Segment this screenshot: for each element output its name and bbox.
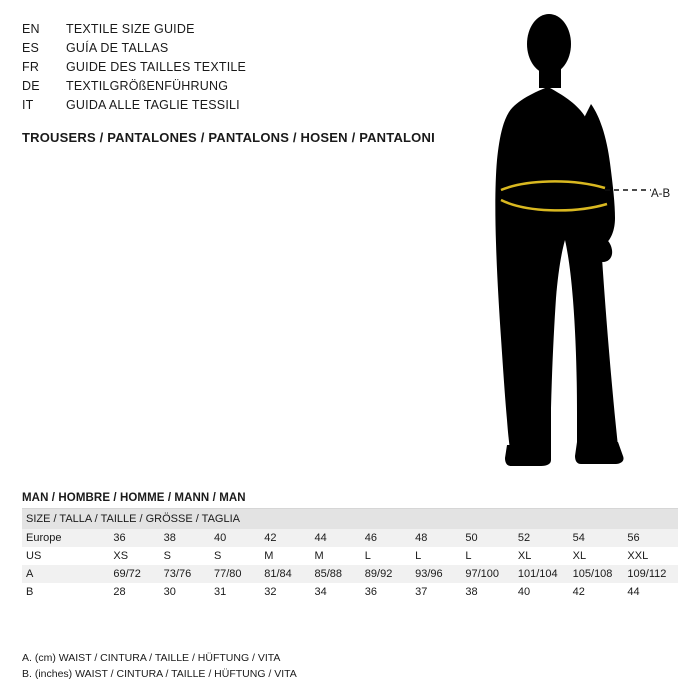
table-header-row (22, 509, 678, 529)
cell: XL (569, 547, 624, 565)
language-text-fr: GUIDE DES TAILLES TEXTILE (66, 60, 247, 74)
cell: 40 (210, 529, 260, 547)
table-header-label: SIZE / TALLA / TAILLE / GRÖSSE / TAGLIA (22, 509, 678, 529)
cell: 28 (109, 583, 159, 601)
figure-illustration (455, 8, 685, 473)
language-text-es: GUÍA DE TALLAS (66, 41, 169, 55)
cell: 31 (210, 583, 260, 601)
language-code-it: IT (22, 98, 34, 112)
table-row (22, 565, 678, 583)
man-silhouette-icon (455, 8, 685, 473)
cell: 37 (411, 583, 461, 601)
measure-label-ab: A-B (651, 188, 671, 200)
cell: 44 (311, 529, 361, 547)
table-row (22, 583, 678, 601)
language-code-en: EN (22, 22, 40, 36)
cell: 69/72 (109, 565, 159, 583)
cell: 50 (461, 529, 514, 547)
cell: 48 (411, 529, 461, 547)
cell: 52 (514, 529, 569, 547)
footnote-a: A. (cm) WAIST / CINTURA / TAILLE / HÜFTUNG / VITA (22, 652, 281, 664)
table-group-title: MAN / HOMBRE / HOMME / MANN / MAN (22, 492, 678, 509)
cell: L (461, 547, 514, 565)
language-header-block (22, 22, 462, 117)
language-code-fr: FR (22, 60, 40, 74)
cell: XS (109, 547, 159, 565)
cell: M (260, 547, 310, 565)
footnote-b: B. (inches) WAIST / CINTURA / TAILLE / HÜFTUNG / VITA (22, 668, 297, 680)
cell: 40 (514, 583, 569, 601)
language-row-es (22, 41, 462, 60)
cell: 46 (361, 529, 411, 547)
cell: S (210, 547, 260, 565)
cell: 89/92 (361, 565, 411, 583)
cell: XXL (623, 547, 678, 565)
size-table (22, 509, 678, 601)
cell: 42 (260, 529, 310, 547)
cell: 105/108 (569, 565, 624, 583)
language-row-fr (22, 60, 462, 79)
cell: 56 (623, 529, 678, 547)
cell: 109/112 (623, 565, 678, 583)
row-label-a: A (22, 565, 109, 583)
row-label-b: B (22, 583, 109, 601)
language-row-en (22, 22, 462, 41)
cell: 97/100 (461, 565, 514, 583)
cell: 93/96 (411, 565, 461, 583)
garment-section-title: TROUSERS / PANTALONES / PANTALONS / HOSEN / PANTALONI (22, 130, 435, 145)
size-table-section (22, 492, 678, 601)
cell: 73/76 (160, 565, 210, 583)
cell: L (411, 547, 461, 565)
cell: 36 (109, 529, 159, 547)
language-code-es: ES (22, 41, 40, 55)
language-code-de: DE (22, 79, 40, 93)
row-label-europe: Europe (22, 529, 109, 547)
footnotes (22, 650, 297, 682)
language-row-it (22, 98, 462, 117)
language-row-de (22, 79, 462, 98)
cell: XL (514, 547, 569, 565)
cell: 81/84 (260, 565, 310, 583)
cell: S (160, 547, 210, 565)
cell: 77/80 (210, 565, 260, 583)
cell: 42 (569, 583, 624, 601)
cell: 44 (623, 583, 678, 601)
language-text-en: TEXTILE SIZE GUIDE (66, 22, 195, 36)
cell: M (311, 547, 361, 565)
row-label-us: US (22, 547, 109, 565)
cell: 54 (569, 529, 624, 547)
cell: 30 (160, 583, 210, 601)
table-row (22, 547, 678, 565)
cell: 34 (311, 583, 361, 601)
language-text-it: GUIDA ALLE TAGLIE TESSILI (66, 98, 240, 112)
cell: 85/88 (311, 565, 361, 583)
cell: 36 (361, 583, 411, 601)
language-text-de: TEXTILGRÖßENFÜHRUNG (66, 79, 229, 93)
cell: 101/104 (514, 565, 569, 583)
table-row (22, 529, 678, 547)
cell: L (361, 547, 411, 565)
cell: 32 (260, 583, 310, 601)
cell: 38 (461, 583, 514, 601)
cell: 38 (160, 529, 210, 547)
